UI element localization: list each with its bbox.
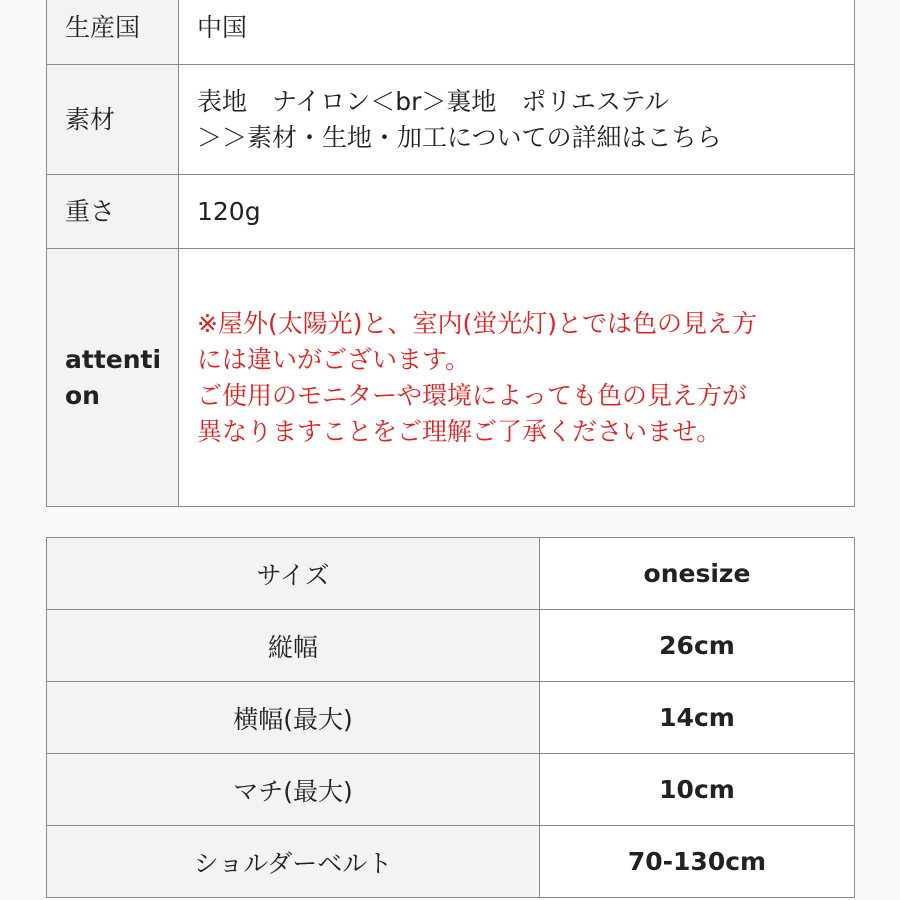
- spec-value-weight: 120g: [179, 175, 855, 249]
- size-row-value: 14cm: [540, 682, 855, 754]
- spec-row-origin: [47, 0, 855, 65]
- spec-value-origin: 中国: [179, 0, 855, 65]
- spec-value-material: [179, 65, 855, 175]
- size-row-value: 70-130cm: [540, 826, 855, 898]
- material-details-link[interactable]: ＞＞素材・生地・加工についての詳細はこちら: [197, 122, 722, 152]
- attention-note-line: ご使用のモニターや環境によっても色の見え方が: [197, 380, 748, 410]
- size-row-label: サイズ: [47, 538, 540, 610]
- spec-row-attention: [47, 249, 855, 507]
- material-composition-text: 表地 ナイロン＜br＞裏地 ポリエステル: [197, 86, 670, 116]
- size-row-label: ショルダーベルト: [47, 826, 540, 898]
- attention-note-line: 異なりますことをご理解ご了承くださいませ。: [197, 416, 722, 446]
- spec-label-attention: [47, 249, 179, 507]
- attention-label-part1: attenti: [65, 344, 162, 374]
- size-row: [47, 538, 855, 610]
- size-row: [47, 610, 855, 682]
- spec-label-weight: 重さ: [47, 175, 179, 249]
- spec-row-material: [47, 65, 855, 175]
- size-row-label: マチ(最大): [47, 754, 540, 826]
- size-row: [47, 754, 855, 826]
- product-spec-table: [46, 0, 855, 507]
- size-row: [47, 826, 855, 898]
- spec-label-material: 素材: [47, 65, 179, 175]
- spec-label-origin: 生産国: [47, 0, 179, 65]
- size-row-label: 縦幅: [47, 610, 540, 682]
- size-row-label: 横幅(最大): [47, 682, 540, 754]
- attention-note-line: には違いがございます。: [197, 344, 471, 374]
- size-table: [46, 537, 855, 898]
- spec-row-weight: [47, 175, 855, 249]
- size-row-value: onesize: [540, 538, 855, 610]
- attention-note-line: ※屋外(太陽光)と、室内(蛍光灯)とでは色の見え方: [197, 308, 757, 338]
- attention-label-part2: on: [65, 380, 100, 410]
- size-row-value: 10cm: [540, 754, 855, 826]
- spec-value-attention: [179, 249, 855, 507]
- size-row: [47, 682, 855, 754]
- size-row-value: 26cm: [540, 610, 855, 682]
